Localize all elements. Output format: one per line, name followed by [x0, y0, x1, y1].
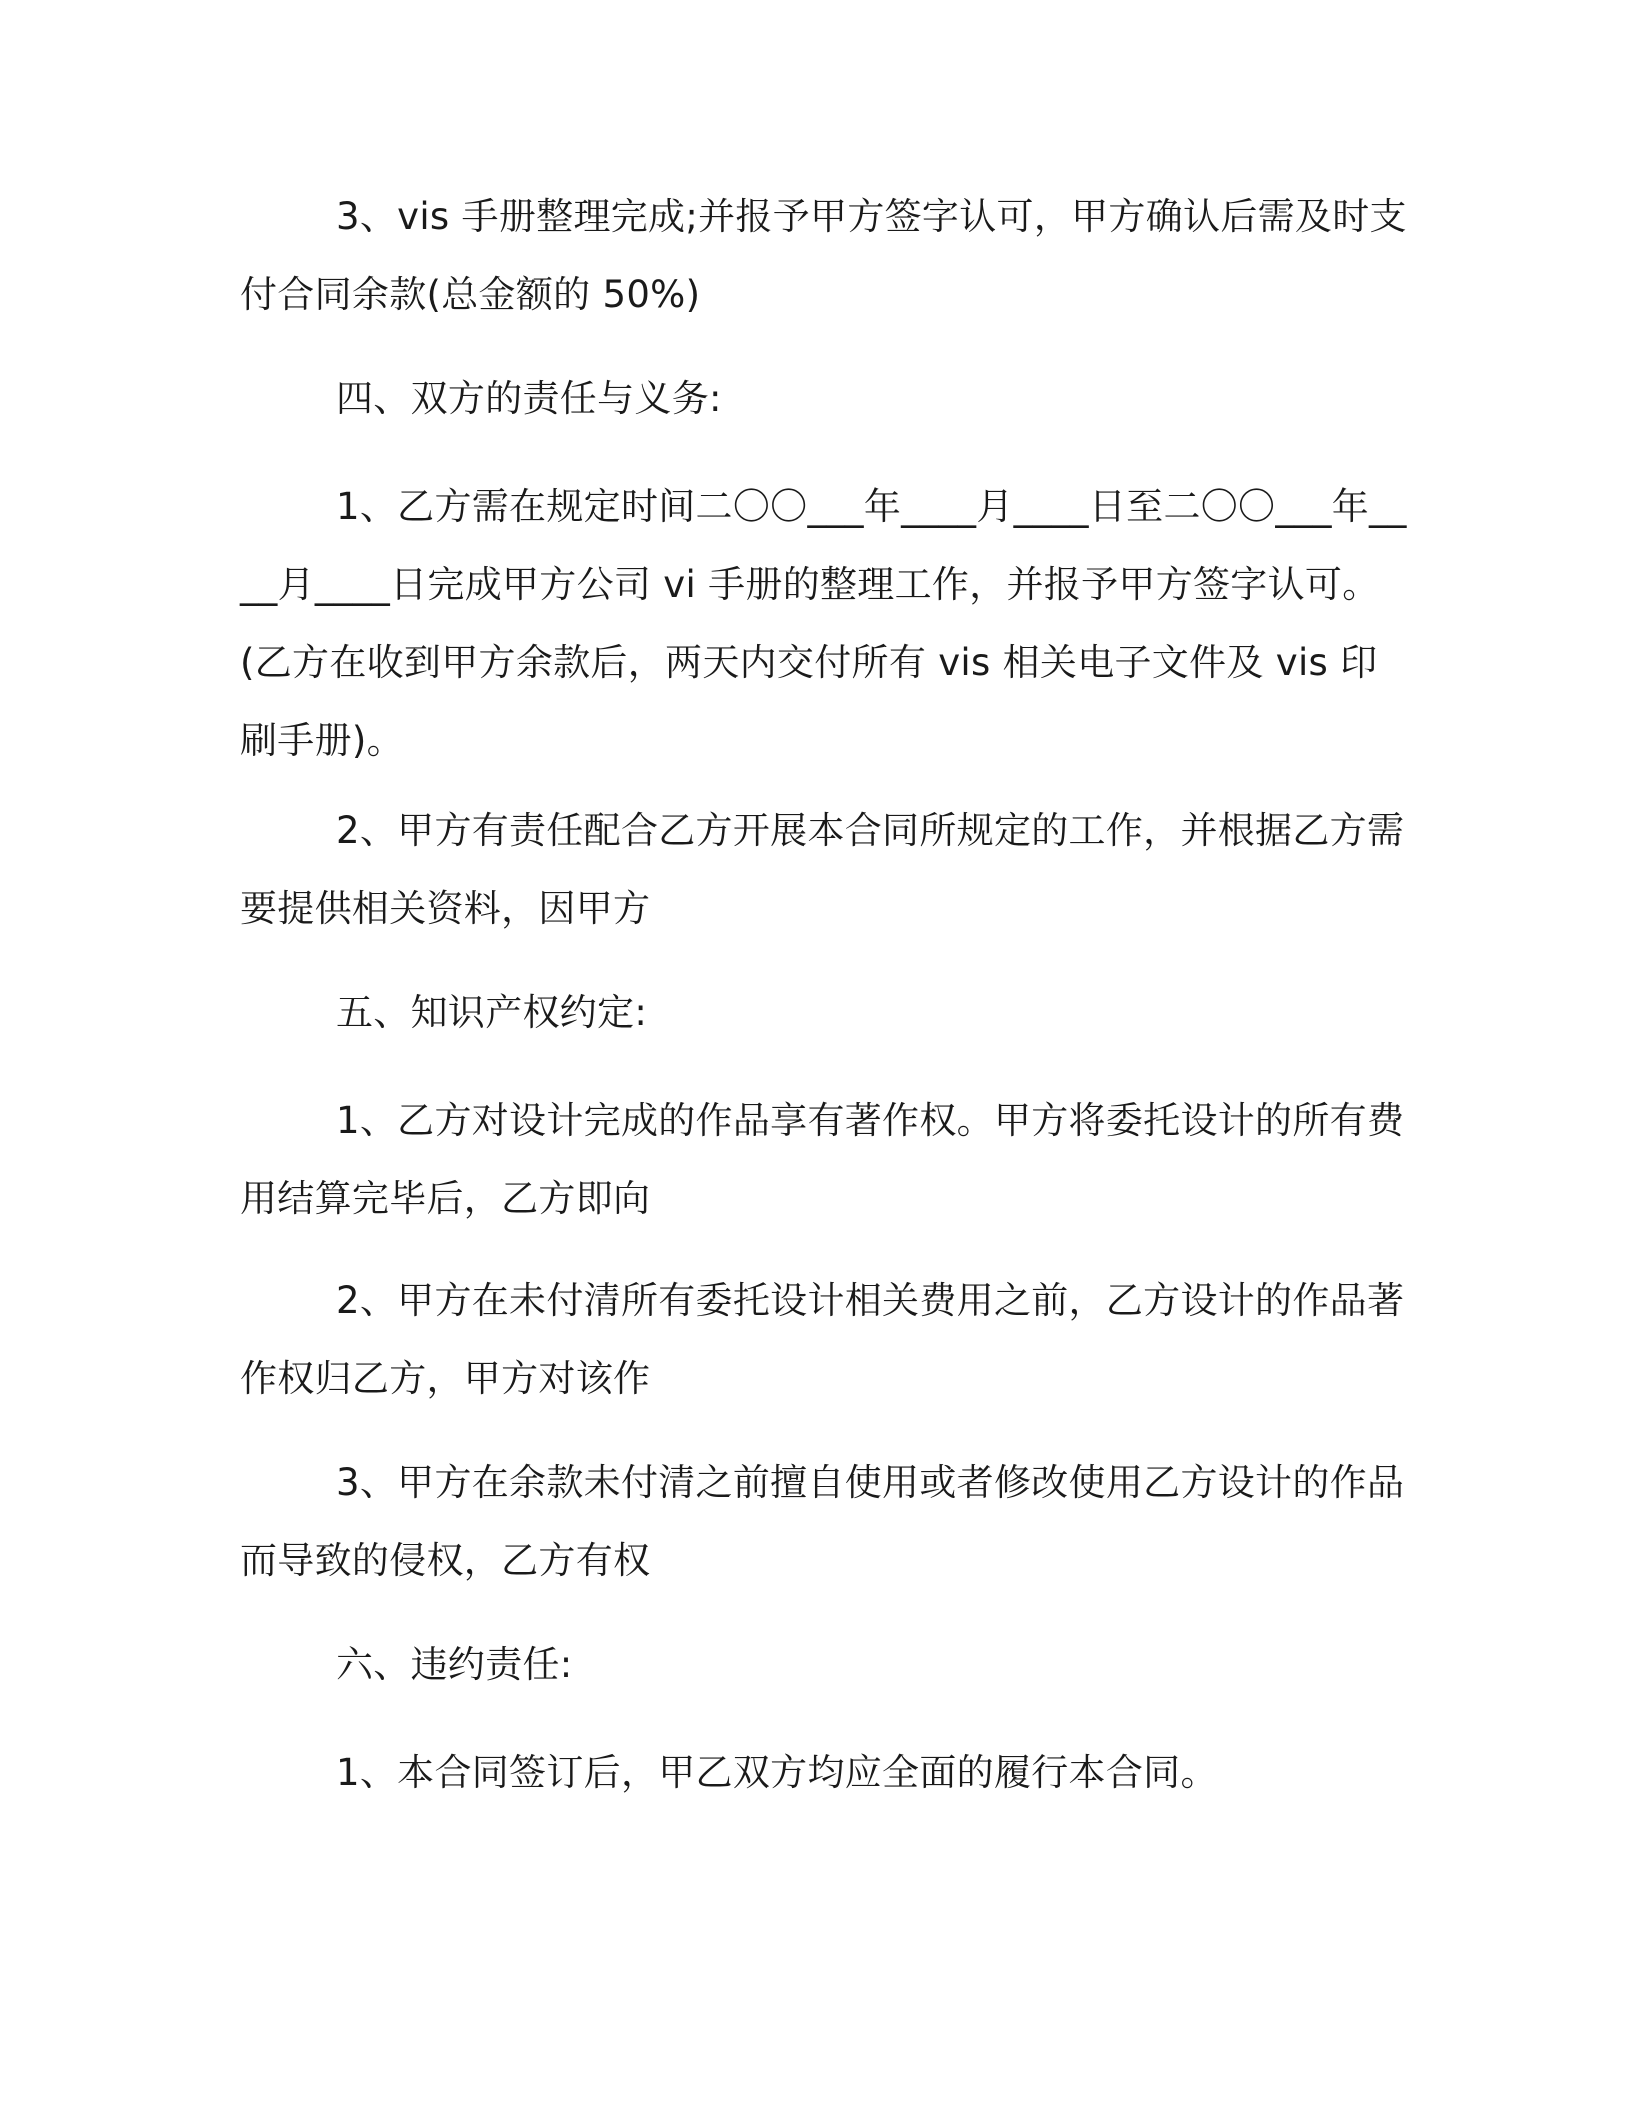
clause-2-party-a-cooperation: 2、甲方有责任配合乙方开展本合同所规定的工作，并根据乙方需要提供相关资料，因甲方	[240, 809, 1405, 930]
section-4-heading: 四、双方的责任与义务:	[336, 377, 722, 420]
section-5-heading: 五、知识产权约定:	[336, 991, 648, 1034]
clause-1-performance: 1、本合同签订后，甲乙双方均应全面的履行本合同。	[336, 1751, 1218, 1794]
clause-2-unpaid-copyright: 2、甲方在未付清所有委托设计相关费用之前，乙方设计的作品著作权归乙方，甲方对该作	[240, 1279, 1405, 1400]
clause-3-infringement: 3、甲方在余款未付清之前擅自使用或者修改使用乙方设计的作品而导致的侵权，乙方有权	[240, 1461, 1405, 1582]
clause-3-vis-manual-completion: 3、vis 手册整理完成;并报予甲方签字认可，甲方确认后需及时支付合同余款(总金额的 50%)	[240, 195, 1407, 316]
section-6-heading: 六、违约责任:	[336, 1643, 573, 1686]
clause-1-copyright: 1、乙方对设计完成的作品享有著作权。甲方将委托设计的所有费用结算完毕后，乙方即向	[240, 1099, 1405, 1220]
clause-1-schedule: 1、乙方需在规定时间二〇〇___年____月____日至二〇〇___年____月____日完成甲方公司 vi 手册的整理工作，并报予甲方签字认可。(乙方在收到甲方余款后，两天内交付所有 vis 相关电子文件及 vis 印刷手册)。	[240, 485, 1407, 762]
